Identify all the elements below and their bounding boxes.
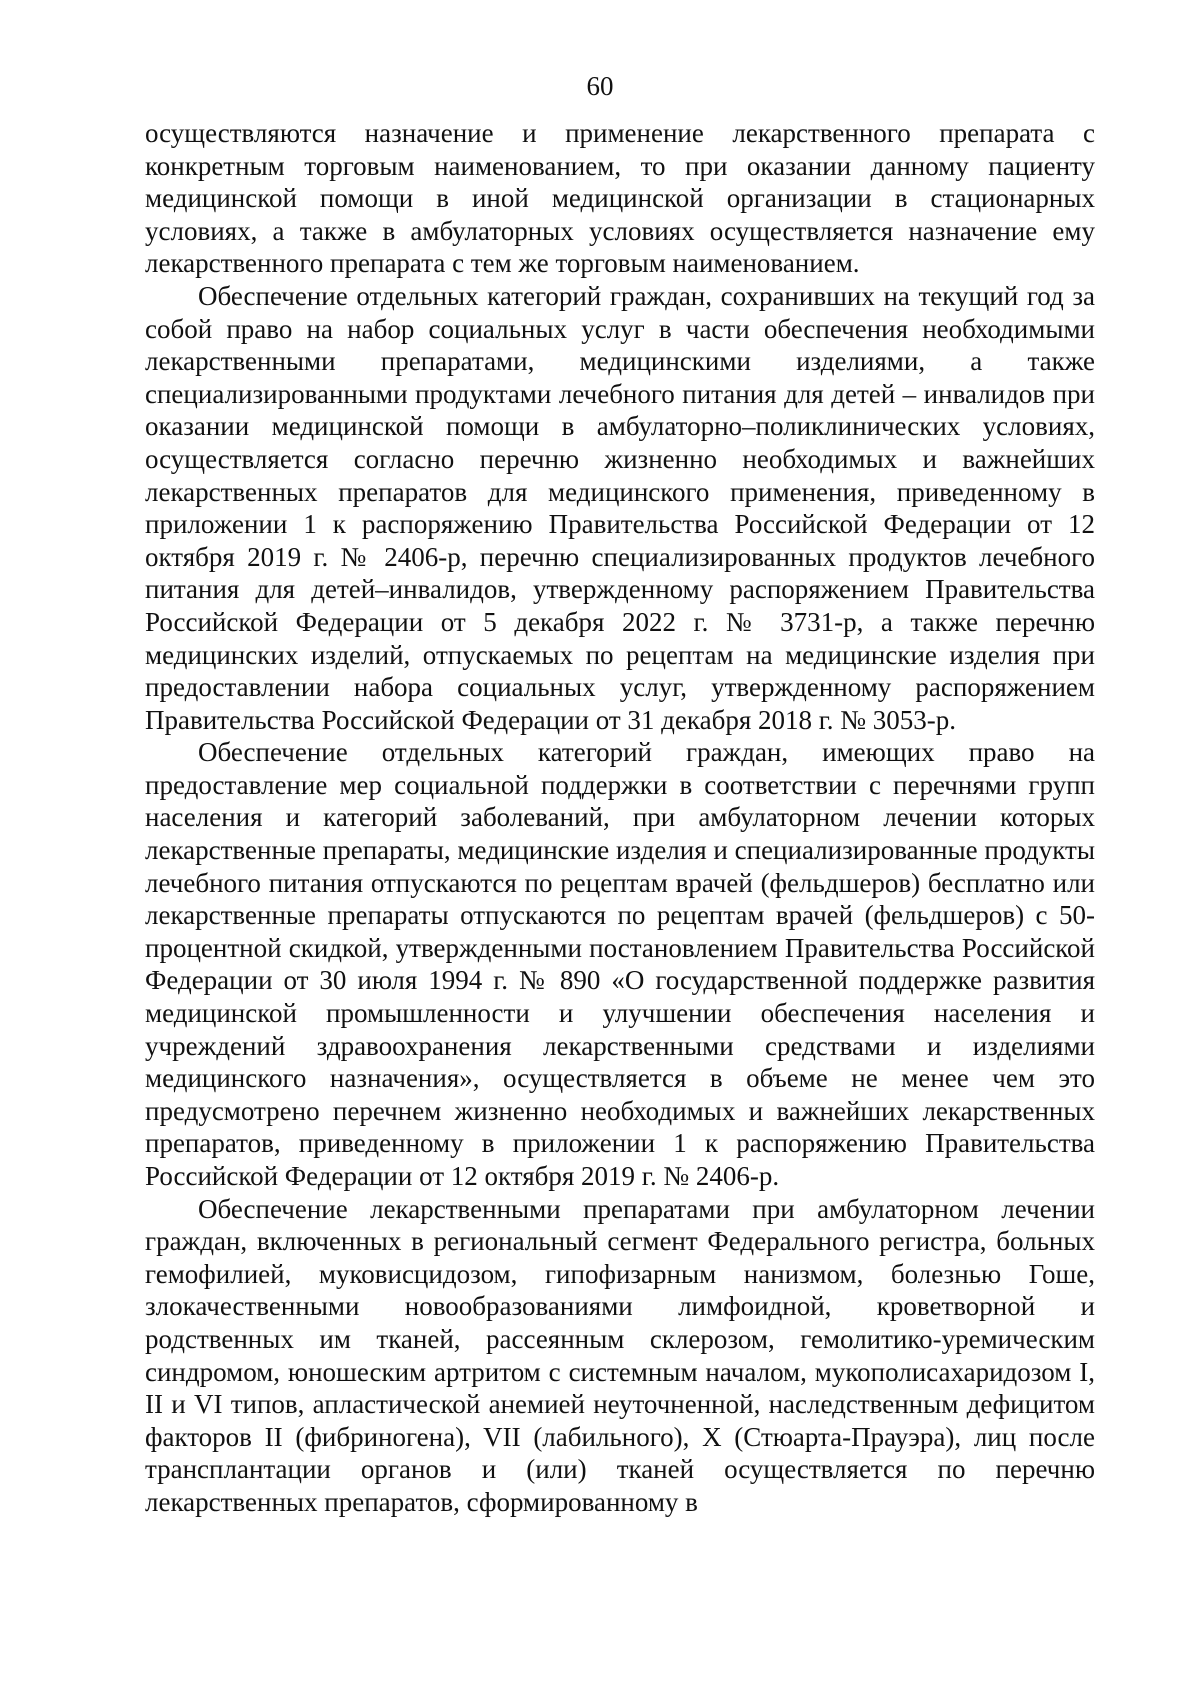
paragraph-social-support: Обеспечение отдельных категорий граждан, имеющих право на предоставление мер социальной поддержки в соответствии с перечнями групп населения и категорий заболеваний, при амбулаторном лечении которых лекарственные препараты, медицинские изделия и специализированные продукты лечебного питания отпускаются по рецептам врачей (фельдшеров) бесплатно или лекарственные препараты отпускаются по рецептам врачей (фельдшеров) с 50-процентной скидкой, утвержденными постановлением Правительства Российской Федерации от 30 июля 1994 г. № 890 «О государственной поддержке развития медицинской промышленности и улучшении обеспечения населения и учреждений здравоохранения лекарственными средствами и изделиями медицинского назначения», осуществляется в объеме не менее чем это предусмотрено перечнем жизненно необходимых и важнейших лекарственных препаратов, приведенному в приложении 1 к распоряжению Правительства Российской Федерации от 12 октября 2019 г. № 2406-р. <box>145 737 1095 1191</box>
document-body <box>145 117 1095 1519</box>
page-number: 60 <box>586 71 614 101</box>
paragraph-social-services: Обеспечение отдельных категорий граждан, сохранивших на текущий год за собой право на набор социальных услуг в части обеспечения необходимыми лекарственными препаратами, медицинскими изделиями, а также специализированными продуктами лечебного питания для детей – инвалидов при оказании медицинской помощи в амбулаторно–поликлинических условиях, осуществляется согласно перечню жизненно необходимых и важнейших лекарственных препаратов для медицинского применения, приведенному в приложении 1 к распоряжению Правительства Российской Федерации от 12 октября 2019 г. № 2406-р, перечню специализированных продуктов лечебного питания для детей–инвалидов, утвержденному распоряжением Правительства Российской Федерации от 5 декабря 2022 г. № 3731-р, а также перечню медицинских изделий, отпускаемых по рецептам на медицинские изделия при предоставлении набора социальных услуг, утвержденному распоряжением Правительства Российской Федерации от 31 декабря 2018 г. № 3053-р. <box>145 280 1095 735</box>
paragraph-federal-register: Обеспечение лекарственными препаратами при амбулаторном лечении граждан, включенных в региональный сегмент Федерального регистра, больных гемофилией, муковисцидозом, гипофизарным нанизмом, болезнью Гоше, злокачественными новообразованиями лимфоидной, кроветворной и родственных им тканей, рассеянным склерозом, гемолитико-уремическим синдромом, юношеским артритом с системным началом, мукополисахаридозом I, II и VI типов, апластической анемией неуточненной, наследственным дефицитом факторов II (фибриногена), VII (лабильного), X (Стюарта-Прауэра), лиц после трансплантации органов и (или) тканей осуществляется по перечню лекарственных препаратов, сформированному в <box>145 1193 1095 1517</box>
paragraph-continuation: осуществляются назначение и применение лекарственного препарата с конкретным торговым наименованием, то при оказании данному пациенту медицинской помощи в иной медицинской организации в стационарных условиях, а также в амбулаторных условиях осуществляется назначение ему лекарственного препарата с тем же торговым наименованием. <box>145 118 1095 279</box>
